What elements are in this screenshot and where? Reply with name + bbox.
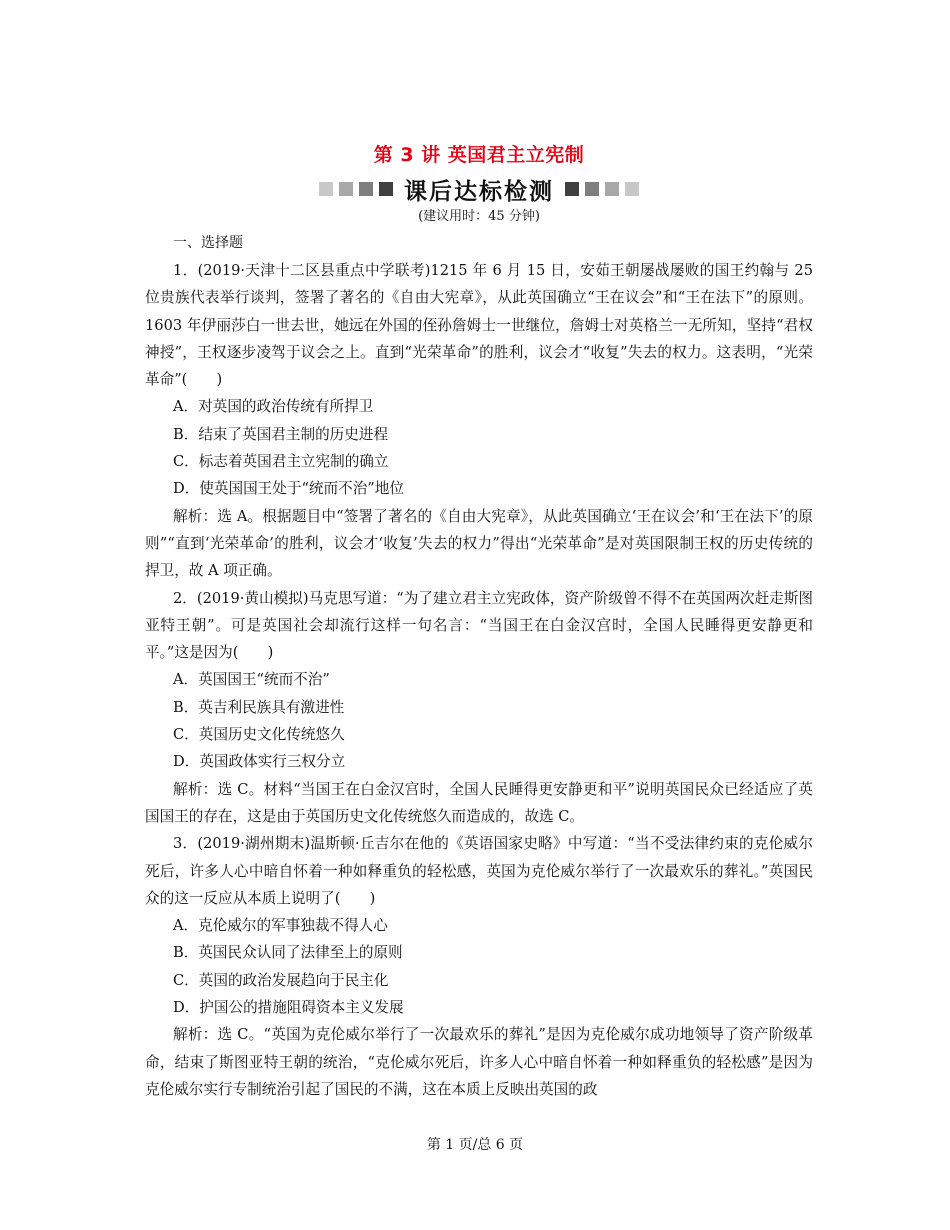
banner-square-icon — [319, 182, 333, 196]
banner-square-icon — [359, 182, 373, 196]
banner-square-icon — [625, 182, 639, 196]
answer-analysis: 解析：选 C。材料“当国王在白金汉宫时，全国人民睡得更安静更和平”说明英国民众已经适应了英国国王的存在，这是由于英国历史文化传统悠久而造成的，故选 C。 — [145, 780, 813, 825]
section-label: 一、选择题 — [173, 235, 243, 251]
banner-square-icon — [605, 182, 619, 196]
banner-square-icon — [379, 182, 393, 196]
answer-analysis: 解析：选 C。“英国为克伦威尔举行了一次最欢乐的葬礼”是因为克伦威尔成功地领导了资产阶级革命，结束了斯图亚特王朝的统治，“克伦威尔死后，许多人心中暗自怀着一种如释重负的轻松感”是因为克伦威尔实行专制统治引起了国民的不满，这在本质上反映出英国的政 — [145, 1026, 813, 1098]
question-1 — [145, 257, 813, 585]
question-stem: 3．(2019·湖州期末)温斯顿·丘吉尔在他的《英语国家史略》中写道：“当不受法律约束的克伦威尔死后，许多人心中暗自怀着一种如释重负的轻松感，英国为克伦威尔举行了一次最欢乐的葬礼。”英国民众的这一反应从本质上说明了( ) — [145, 835, 813, 907]
option-a: A．克伦威尔的军事独裁不得人心 — [173, 917, 388, 935]
option-d: D．英国政体实行三权分立 — [173, 753, 346, 771]
option-b: B．英吉利民族具有激进性 — [173, 698, 345, 716]
option-a: A．英国国王“统而不治” — [173, 671, 330, 689]
time-hint: (建议用时：45 分钟) — [418, 209, 540, 224]
answer-analysis: 解析：选 A。根据题目中“签署了著名的《自由大宪章》，从此英国确立‘王在议会’和‘王在法下’的原则”“直到‘光荣革命’的胜利，议会才‘收复’失去的权力”得出“光荣革命”是对英国限制王权的历史传统的捍卫，故 A 项正确。 — [145, 507, 813, 580]
document-page — [145, 140, 813, 1103]
section-banner — [145, 176, 813, 205]
question-stem: 2．(2019·黄山模拟)马克思写道：“为了建立君主立宪政体，资产阶级曾不得不在英国两次赶走斯图亚特王朝”。可是英国社会却流行这样一句名言：“当国王在白金汉宫时，全国人民睡得更安静更和平。”这是因为( ) — [145, 589, 813, 662]
question-2 — [145, 585, 813, 831]
option-a: A．对英国的政治传统有所捍卫 — [173, 398, 374, 416]
page-footer: 第 1 页/总 6 页 — [426, 1137, 524, 1153]
option-d: D．护国公的措施阻碍资本主义发展 — [173, 999, 404, 1017]
banner-square-icon — [565, 182, 579, 196]
banner-square-icon — [585, 182, 599, 196]
option-d: D．使英国国王处于“统而不治”地位 — [173, 480, 404, 498]
question-stem: 1．(2019·天津十二区县重点中学联考)1215 年 6 月 15 日，安茹王朝屡战屡败的国王约翰与 25 位贵族代表举行谈判，签署了著名的《自由大宪章》，从此英国确立“王在议会”和“王在法下”的原则。1603 年伊丽莎白一世去世，她远在外国的侄孙詹姆士一世继位，詹姆士对英格兰一无所知，坚持“君权神授”，王权逐步凌驾于议会之上。直到“光荣革命”的胜利，议会才“收复”失去的权力。这表明，“光荣革命”( ) — [145, 262, 813, 389]
option-c: C．英国历史文化传统悠久 — [173, 726, 345, 744]
option-c: C．标志着英国君主立宪制的确立 — [173, 453, 389, 471]
option-b: B．结束了英国君主制的历史进程 — [173, 425, 389, 443]
lesson-title: 第 3 讲 英国君主立宪制 — [373, 144, 585, 166]
question-3 — [145, 830, 813, 1103]
banner-title: 课后达标检测 — [404, 178, 554, 205]
banner-square-icon — [339, 182, 353, 196]
option-c: C．英国的政治发展趋向于民主化 — [173, 971, 389, 989]
option-b: B．英国民众认同了法律至上的原则 — [173, 944, 403, 962]
